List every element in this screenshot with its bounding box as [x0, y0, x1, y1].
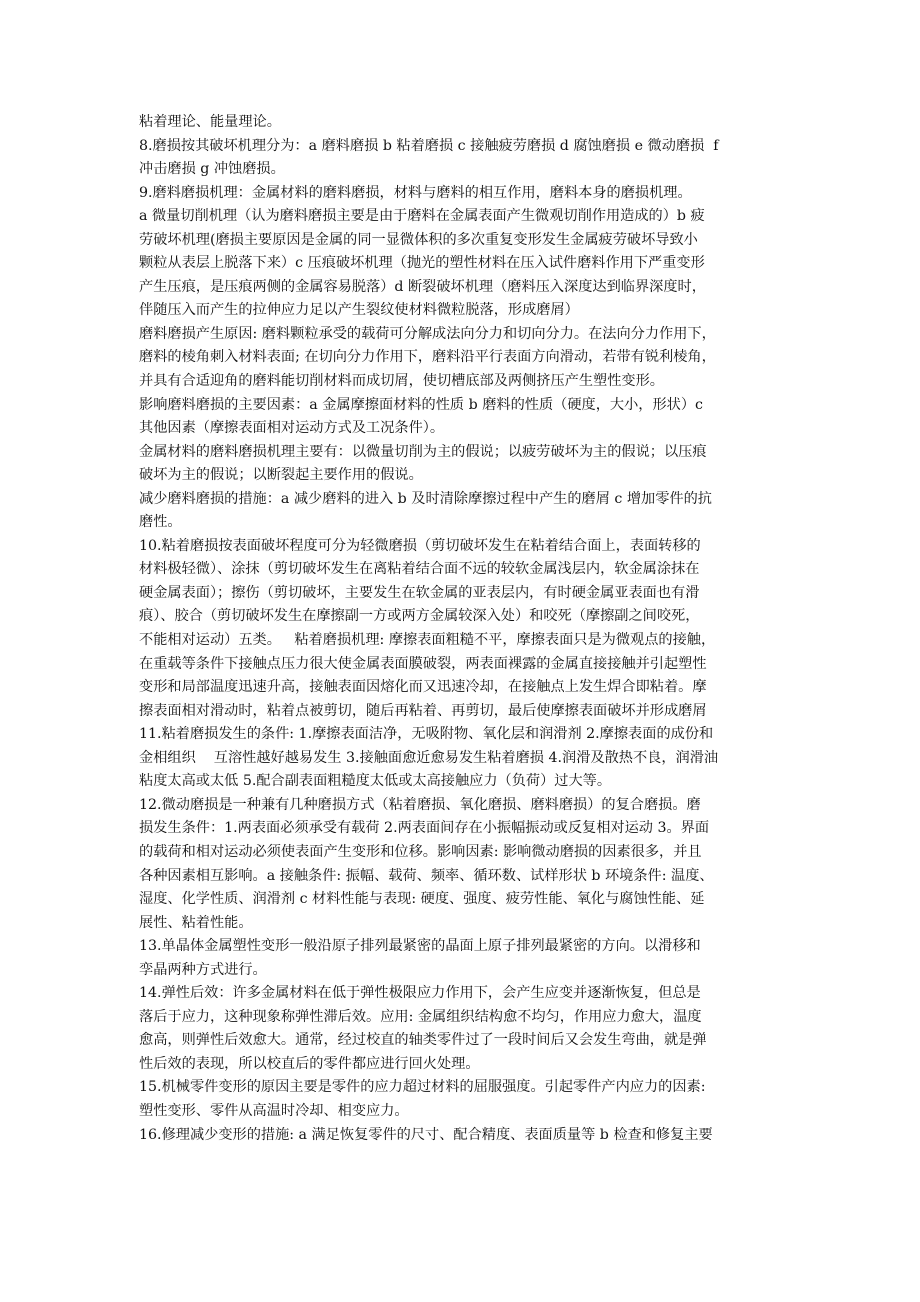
text-line: 在重载等条件下接触点压力很大使金属表面膜破裂，两表面裸露的金属直接接触并引起塑性	[139, 655, 707, 672]
text-line: 金相组织 互溶性越好越易发生 3.接触面愈近愈易发生粘着磨损 4.润滑及散热不良，润滑油	[139, 749, 719, 766]
text-line: 展性、粘着性能。	[139, 914, 253, 931]
text-line: 落后于应力，这种现象称弹性滞后效。应用: 金属组织结构愈不均匀，作用应力愈大，温度	[139, 1008, 702, 1025]
text-line: 影响磨料磨损的主要因素：a 金属摩擦面材料的性质 b 磨料的性质（硬度，大小，形状）c	[139, 396, 703, 413]
text-line: 材料极轻微）、涂抹（剪切破坏发生在离粘着结合面不远的较软金属浅层内，软金属涂抹在	[139, 561, 700, 578]
text-line: 16.修理减少变形的措施: a 满足恢复零件的尺寸、配合精度、表面质量等 b 检查和修复主要	[139, 1126, 713, 1143]
text-line: 擦表面相对滑动时，粘着点被剪切，随后再粘着、再剪切，最后使摩擦表面破坏并形成磨屑	[139, 702, 707, 719]
text-line: 痕）、胶合（剪切破坏发生在摩擦副一方或两方金属较深入处）和咬死（摩擦副之间咬死，	[139, 608, 700, 625]
text-line: 不能相对运动）五类。 粘着磨损机理: 摩擦表面粗糙不平，摩擦表面只是为微观点的接触，	[139, 632, 716, 649]
text-line: 损发生条件：1.两表面必须承受有载荷 2.两表面间存在小振幅振动或反复相对运动 3。界面	[139, 820, 710, 837]
text-line: 产生压痕，是压痕两侧的金属容易脱落）d 断裂破坏机理（磨料压入深度达到临界深度时，	[139, 278, 706, 295]
text-line: 愈高，则弹性后效愈大。通常，经过校直的轴类零件过了一段时间后又会发生弯曲，就是弹	[139, 1032, 707, 1049]
text-line: 磨料磨损产生原因: 磨料颗粒承受的载荷可分解成法向分力和切向分力。在法向分力作用下，	[139, 325, 716, 342]
text-line: 14.弹性后效：许多金属材料在低于弹性极限应力作用下，会产生应变并逐渐恢复，但总是	[139, 985, 701, 1002]
text-line: 11.粘着磨损发生的条件: 1.摩擦表面洁净，无吸附物、氧化层和润滑剂 2.摩擦表面的成份和	[139, 726, 714, 743]
text-line: 伴随压入而产生的拉伸应力足以产生裂纹使材料微粒脱落，形成磨屑）	[139, 302, 579, 319]
text-line: 10.粘着磨损按表面破坏程度可分为轻微磨损（剪切破坏发生在粘着结合面上，表面转移的	[139, 537, 701, 554]
text-line: 塑性变形、零件从高温时冷却、相变应力。	[139, 1102, 409, 1119]
text-line: 颗粒从表层上脱落下来）c 压痕破坏机理（抛光的塑性材料在压入试件磨料作用下严重变形	[139, 255, 705, 272]
text-line: 变形和局部温度迅速升高，接触表面因熔化而又迅速冷却，在接触点上发生焊合即粘着。摩	[139, 679, 707, 696]
text-line: 性后效的表现，所以校直后的零件都应进行回火处理。	[139, 1055, 480, 1072]
text-line: 15.机械零件变形的原因主要是零件的应力超过材料的屈服强度。引起零件产内应力的因素:	[139, 1079, 706, 1096]
text-line: 粘着理论、能量理论。	[139, 114, 281, 130]
text-line: 湿度、化学性质、润滑剂 c 材料性能与表现: 硬度、强度、疲劳性能、氧化与腐蚀性能、延	[139, 891, 705, 908]
text-line: 9.磨料磨损机理：金属材料的磨料磨损，材料与磨料的相互作用，磨料本身的磨损机理。	[139, 184, 692, 201]
text-line: 硬金属表面）；擦伤（剪切破坏，主要发生在软金属的亚表层内，有时硬金属亚表面也有滑	[139, 584, 700, 601]
text-line: 各种因素相互影响。a 接触条件: 振幅、载荷、频率、循环数、试样形状 b 环境条件: 温度、	[139, 867, 714, 884]
text-line: 劳破坏机理(磨损主要原因是金属的同一显微体积的多次重复变形发生金属疲劳破坏导致小	[139, 231, 698, 248]
text-line: 8.磨损按其破坏机理分为：a 磨料磨损 b 粘着磨损 c 接触疲劳磨损 d 腐蚀磨损 e 微动磨损 f	[139, 137, 719, 154]
text-line: 13.单晶体金属塑性变形一般沿原子排列最紧密的晶面上原子排列最紧密的方向。以滑移和	[139, 938, 701, 955]
text-line: 12.微动磨损是一种兼有几种磨损方式（粘着磨损、氧化磨损、磨料磨损）的复合磨损。磨	[139, 796, 701, 813]
text-line: 粘度太高或太低 5.配合副表面粗糙度太低或太高接触应力（负荷）过大等。	[139, 773, 612, 790]
text-line: 减少磨料磨损的措施：a 减少磨料的进入 b 及时清除摩擦过程中产生的磨屑 c 增加零件的抗	[139, 490, 712, 507]
document-body	[139, 111, 784, 1147]
text-line: 孪晶两种方式进行。	[139, 961, 267, 978]
text-line: 的载荷和相对运动必须使表面产生变形和位移。影响因素: 影响微动磨损的因素很多，并且	[139, 843, 702, 860]
text-line: 其他因素（摩擦表面相对运动方式及工况条件）。	[139, 420, 445, 437]
text-line: 并具有合适迎角的磨料能切削材料而成切屑，使切槽底部及两侧挤压产生塑性变形。	[139, 373, 664, 390]
text-line: 金属材料的磨料磨损机理主要有：以微量切削为主的假说；以疲劳破坏为主的假说；以压痕	[139, 443, 707, 460]
text-line: 破坏为主的假说；以断裂起主要作用的假说。	[139, 467, 423, 484]
text-line: 磨性。	[139, 514, 182, 531]
text-line: a 微量切削机理（认为磨料磨损主要是由于磨料在金属表面产生微观切削作用造成的）b 疲	[139, 208, 705, 225]
text-line: 磨料的棱角刺入材料表面; 在切向分力作用下，磨料沿平行表面方向滑动，若带有锐利棱角，	[139, 349, 716, 366]
text-line: 冲击磨损 g 冲蚀磨损。	[139, 161, 285, 178]
